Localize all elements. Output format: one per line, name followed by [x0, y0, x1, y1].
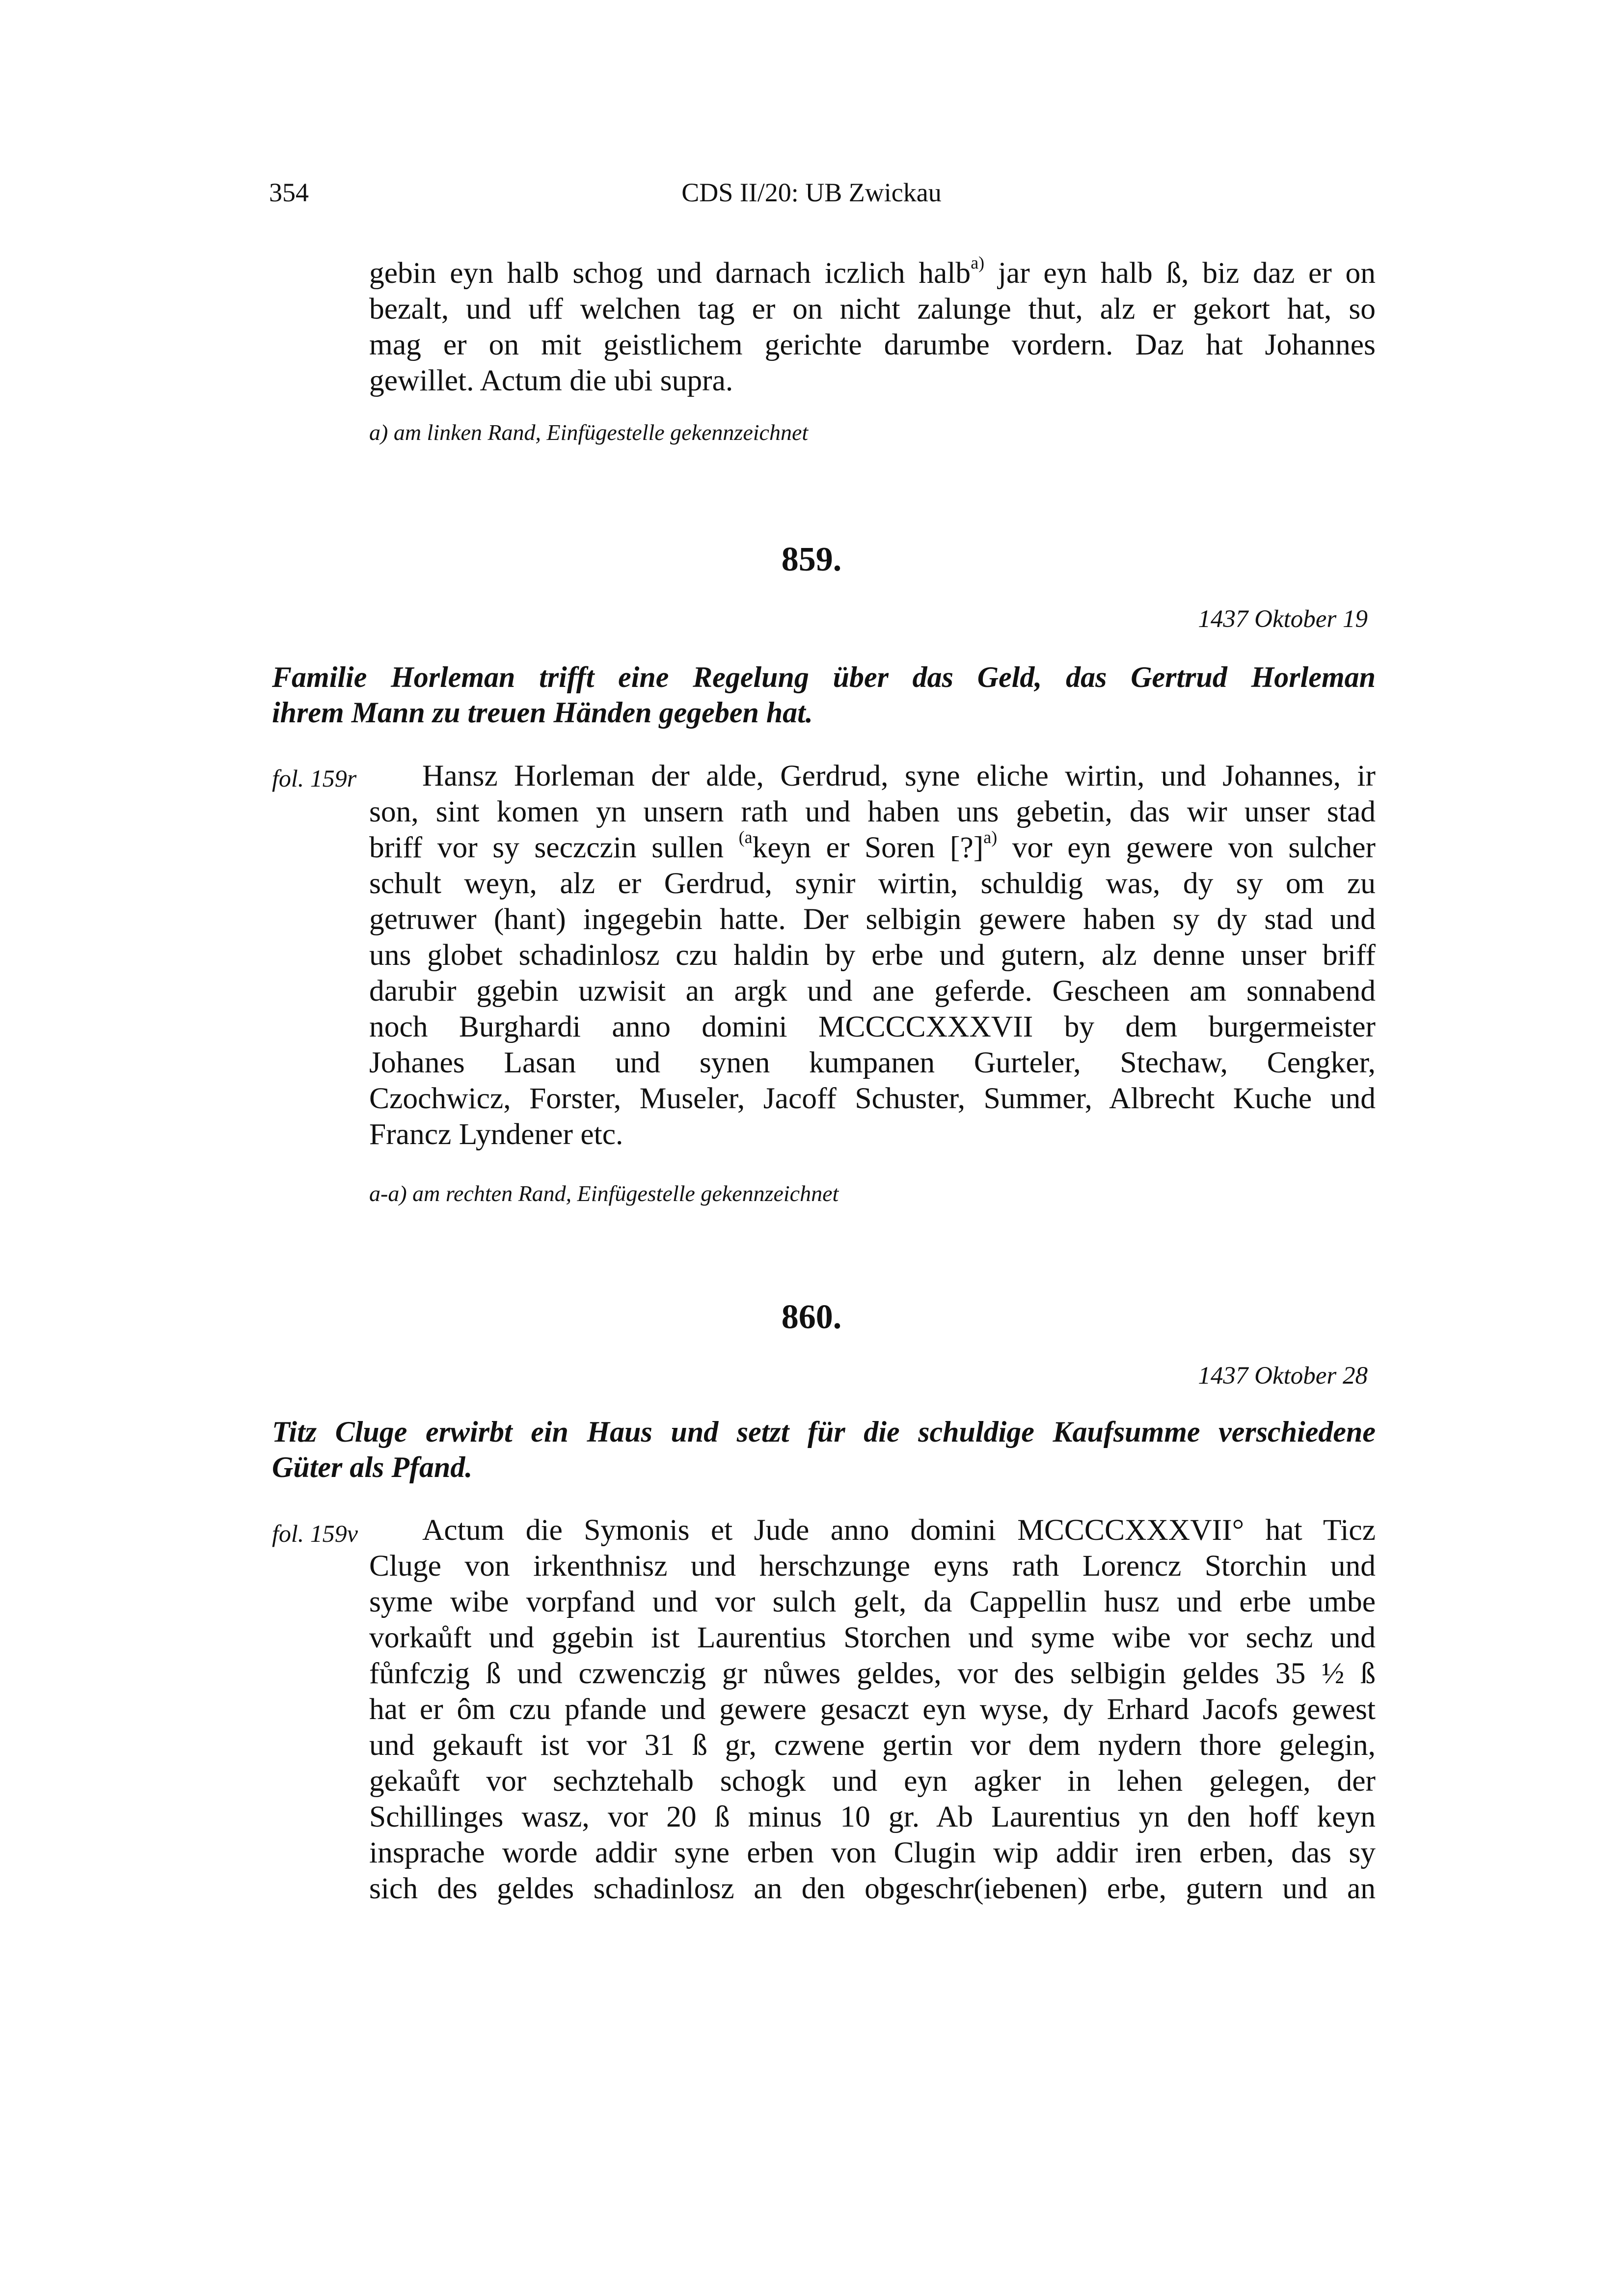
- text-line: syme wibe vorpfand und vor sulch gelt, da Cappellin husz und erbe umbe: [369, 1585, 1376, 1618]
- entry-date: 1437 Oktober 28: [1198, 1362, 1368, 1390]
- text-line: sich des geldes schadinlosz an den obgeschr(iebenen) erbe, gutern und an: [369, 1872, 1376, 1905]
- entry-number: 859.: [781, 541, 842, 578]
- text-line: mag er on mit geistlichem gerichte darumbe vordern. Daz hat Johannes: [369, 328, 1376, 361]
- entry-date: 1437 Oktober 19: [1198, 605, 1368, 633]
- text-line: vorkaůft und ggebin ist Laurentius Storchen und syme wibe vor sechz und: [369, 1621, 1376, 1654]
- entry-text: [369, 1512, 1376, 1907]
- text-line: Francz Lyndener etc.: [369, 1118, 623, 1151]
- text-line: getruwer (hant) ingegebin hatte. Der selbigin gewere haben sy dy stad und: [369, 902, 1376, 936]
- entry-number: 860.: [781, 1298, 842, 1336]
- text-line: son, sint komen yn unsern rath und haben uns gebetin, das wir unser stad: [369, 795, 1376, 828]
- text-line: briff vor sy seczczin sullen $^{(a}$keyn er Soren [?]$^{a)}$ vor eyn gewere von sulcher: [369, 827, 1376, 864]
- text-line: Czochwicz, Forster, Museler, Jacoff Schuster, Summer, Albrecht Kuche und: [369, 1082, 1376, 1115]
- footnote: a-a) am rechten Rand, Einfügestelle gekennzeichnet: [369, 1181, 839, 1206]
- footnote: a) am linken Rand, Einfügestelle gekennzeichnet: [369, 420, 809, 445]
- text-line: und gekauft ist vor 31 ß gr, czwene gertin vor dem nydern thore gelegin,: [369, 1728, 1376, 1762]
- folio-reference: fol. 159v: [272, 1520, 358, 1547]
- page-number: 354: [269, 178, 309, 207]
- text-line: bezalt, und uff welchen tag er on nicht zalunge thut, alz er gekort hat, so: [369, 292, 1376, 326]
- text-line: hat er ôm czu pfande und gewere gesaczt eyn wyse, dy Erhard Jacofs gewest: [369, 1693, 1376, 1726]
- text-line: darubir ggebin uzwisit an argk und ane geferde. Gescheen am sonnabend: [369, 974, 1376, 1008]
- footnote-marker: a): [971, 252, 985, 273]
- text-line: Hansz Horleman der alde, Gerdrud, syne eliche wirtin, und Johannes, ir: [422, 759, 1376, 793]
- title-line: Güter als Pfand.: [272, 1451, 473, 1483]
- folio-reference: fol. 159r: [272, 765, 357, 792]
- entry-title: [272, 659, 1376, 730]
- text-line: gewillet. Actum die ubi supra.: [369, 364, 733, 397]
- text-line: noch Burghardi anno domini MCCCCXXXVII by dem burgermeister: [369, 1010, 1376, 1043]
- text-line: Cluge von irkenthnisz und herschzunge eyns rath Lorencz Storchin und: [369, 1549, 1376, 1583]
- footnote-marker: (a: [738, 827, 753, 847]
- footnote-marker: a): [983, 827, 998, 847]
- entry-title: [272, 1414, 1376, 1485]
- title-line: ihrem Mann zu treuen Händen gegeben hat.: [272, 696, 813, 729]
- text-line: Johanes Lasan und synen kumpanen Gurteler, Stechaw, Cengker,: [369, 1046, 1376, 1079]
- text-line: schult weyn, alz er Gerdrud, synir wirtin, schuldig was, dy sy om zu: [369, 867, 1376, 900]
- text-line: fůnfczig ß und czwenczig gr nůwes geldes, vor des selbigin geldes 35 ½ ß: [369, 1657, 1376, 1690]
- text-line: Schillinges wasz, vor 20 ß minus 10 gr. Ab Laurentius yn den hoff keyn: [369, 1800, 1376, 1833]
- running-head: CDS II/20: UB Zwickau: [681, 178, 942, 207]
- text-line: insprache worde addir syne erben von Clugin wip addir iren erben, das sy: [369, 1836, 1376, 1869]
- title-line: Familie Horleman trifft eine Regelung über das Geld, das Gertrud Horleman: [272, 661, 1376, 693]
- continuation-text: [369, 252, 1376, 399]
- text-line: uns globet schadinlosz czu haldin by erbe und gutern, alz denne unser briff: [369, 938, 1376, 972]
- text-line: gekaůft vor sechztehalb schogk und eyn agker in lehen gelegen, der: [369, 1764, 1376, 1798]
- text-line: Actum die Symonis et Jude anno domini MCCCCXXXVII° hat Ticz: [422, 1513, 1376, 1547]
- title-line: Titz Cluge erwirbt ein Haus und setzt für die schuldige Kaufsumme verschiedene: [272, 1416, 1376, 1448]
- text-line: gebin eyn halb schog und darnach iczlich halb$^{a)}$ jar eyn halb ß, biz daz er on: [369, 252, 1376, 290]
- entry-text: [369, 758, 1376, 1152]
